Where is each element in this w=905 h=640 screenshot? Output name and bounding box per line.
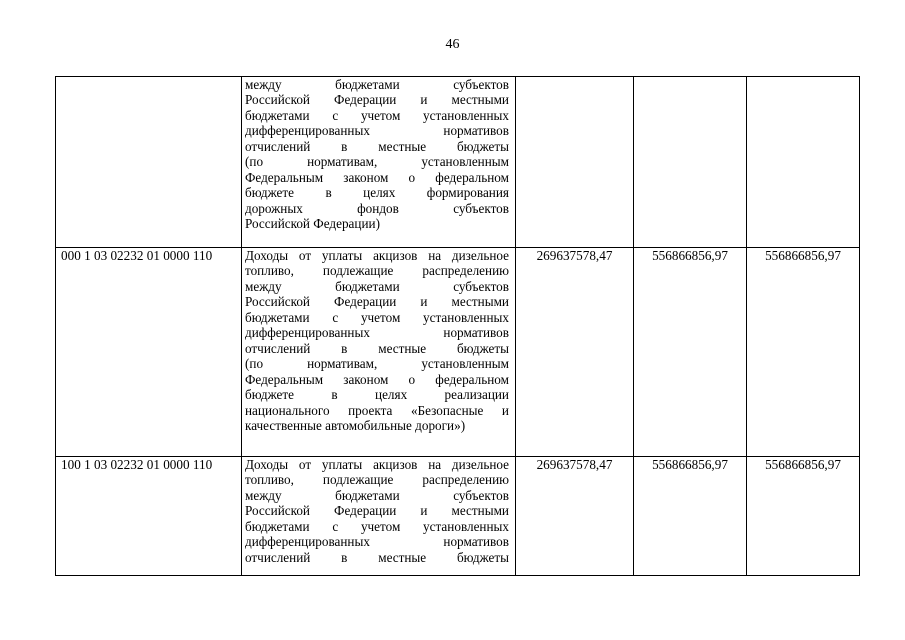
description-line: Доходы от уплаты акцизов на дизельное <box>245 457 509 472</box>
description-line: дорожных фондов субъектов <box>245 200 509 216</box>
description-line: топливо, подлежащие распределению <box>245 472 509 488</box>
amount-year-1-cell: 269637578,47 <box>516 457 634 576</box>
description-line: Российской Федерации и местными <box>245 503 509 519</box>
description-line: (по нормативам, установленным <box>245 154 509 170</box>
classification-code-cell: 100 1 03 02232 01 0000 110 <box>56 457 242 576</box>
description-line: между бюджетами субъектов <box>245 278 509 294</box>
description-line: (по нормативам, установленным <box>245 356 509 372</box>
description-line: бюджете в целях реализации <box>245 387 509 403</box>
description-line: бюджетами с учетом установленных <box>245 107 509 123</box>
description-line: между бюджетами субъектов <box>245 487 509 503</box>
amount-year-2-cell: 556866856,97 <box>634 457 747 576</box>
description-line: Федеральным законом о федеральном <box>245 371 509 387</box>
description-line: Доходы от уплаты акцизов на дизельное <box>245 248 509 263</box>
description-line: Федеральным законом о федеральном <box>245 169 509 185</box>
description-line: отчислений в местные бюджеты <box>245 549 509 565</box>
description-cell <box>242 457 516 576</box>
description-line: качественные автомобильные дороги») <box>245 417 466 433</box>
description-line: Российской Федерации) <box>245 216 380 232</box>
table-row <box>56 248 860 457</box>
amount-year-1-cell: 269637578,47 <box>516 248 634 457</box>
classification-code-cell: 000 1 03 02232 01 0000 110 <box>56 248 242 457</box>
amount-year-3-cell <box>747 77 860 248</box>
page-number: 46 <box>445 37 460 52</box>
amount-year-2-cell <box>634 77 747 248</box>
description-line: дифференцированных нормативов <box>245 325 509 341</box>
description-line: топливо, подлежащие распределению <box>245 263 509 279</box>
description-cell <box>242 77 516 248</box>
amount-year-1-cell <box>516 77 634 248</box>
budget-revenue-table <box>55 76 860 576</box>
description-line: дифференцированных нормативов <box>245 534 509 550</box>
table-row <box>56 457 860 576</box>
amount-year-3-cell: 556866856,97 <box>747 248 860 457</box>
classification-code-cell <box>56 77 242 248</box>
description-line: между бюджетами субъектов <box>245 77 509 92</box>
description-line: Российской Федерации и местными <box>245 294 509 310</box>
description-cell <box>242 248 516 457</box>
description-line: отчислений в местные бюджеты <box>245 340 509 356</box>
description-line: дифференцированных нормативов <box>245 123 509 139</box>
table-row <box>56 77 860 248</box>
description-line: Российской Федерации и местными <box>245 92 509 108</box>
description-line: бюджетами с учетом установленных <box>245 518 509 534</box>
description-line: бюджете в целях формирования <box>245 185 509 201</box>
amount-year-3-cell: 556866856,97 <box>747 457 860 576</box>
amount-year-2-cell: 556866856,97 <box>634 248 747 457</box>
description-line: отчислений в местные бюджеты <box>245 138 509 154</box>
description-line: бюджетами с учетом установленных <box>245 309 509 325</box>
description-line: национального проекта «Безопасные и <box>245 402 509 418</box>
